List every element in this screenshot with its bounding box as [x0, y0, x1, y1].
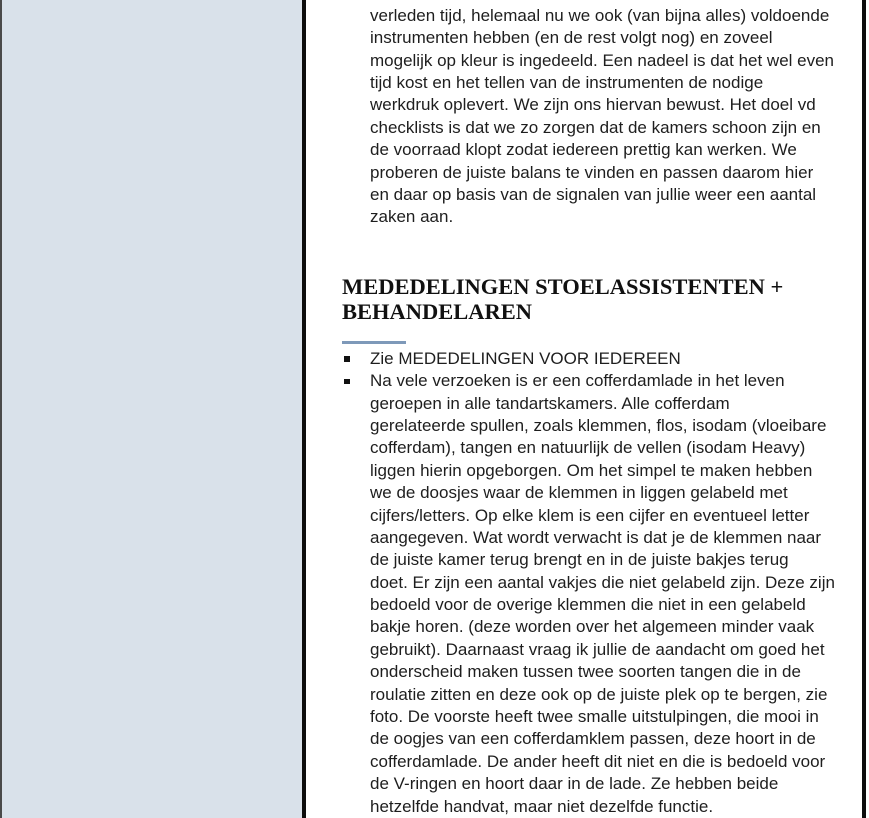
- text-line: cijfers/letters. Op elke klem is een cijfer en eventueel letter: [370, 505, 810, 525]
- text-line: Zie MEDEDELINGEN VOOR IEDEREEN: [370, 348, 681, 368]
- text-line: bedoeld voor de overige klemmen die niet in een gelabeld: [370, 595, 806, 615]
- text-line: werkdruk oplevert. We zijn ons hiervan bewust. Het doel vd: [370, 95, 816, 115]
- text-line: zaken aan.: [370, 207, 454, 227]
- bullet-list: [370, 348, 835, 818]
- section-heading-line: MEDEDELINGEN STOELASSISTENTEN +: [342, 273, 784, 299]
- text-line: instrumenten hebben (en de rest volgt nog) en zoveel: [370, 28, 773, 48]
- text-line: de V-ringen en hoort daar in de lade. Ze hebben beide: [370, 774, 779, 794]
- text-line: doet. Er zijn een aantal vakjes die niet gelabeld zijn. Deze zijn: [370, 572, 835, 592]
- text-line: de oogjes van een cofferdamklem passen, deze hoort in de: [370, 729, 816, 749]
- text-line: gerelateerde spullen, zoals klemmen, flos, isodam (vloeibare: [370, 415, 827, 435]
- text-line: onderscheid maken tussen twee soorten tangen die in de: [370, 662, 801, 682]
- text-line: roulatie zitten en deze ook op de juiste plek op te bergen, zie: [370, 684, 828, 704]
- text-line: foto. De voorste heeft twee smalle uitstulpingen, die mooi in: [370, 707, 819, 727]
- side-panel: [0, 0, 302, 818]
- continued-paragraph: [370, 5, 834, 229]
- text-line: proberen de juiste balans te vinden en passen daarom hier: [370, 162, 814, 182]
- text-line: hetzelfde handvat, maar niet dezelfde functie.: [370, 796, 714, 816]
- text-line: verleden tijd, helemaal nu we ook (van bijna alles) voldoende: [370, 5, 830, 25]
- section-heading-line: BEHANDELAREN: [342, 298, 533, 324]
- section-heading: [342, 274, 783, 324]
- heading-underline-rule: [342, 341, 406, 344]
- bullet-item-1: [370, 348, 835, 370]
- text-line: cofferdamlade. De ander heeft dit niet en die is bedoeld voor: [370, 751, 826, 771]
- page-border-right: [862, 0, 866, 818]
- text-line: Na vele verzoeken is er een cofferdamlade in het leven: [370, 371, 785, 391]
- text-line: de juiste kamer terug brengt en in de juiste bakjes terug: [370, 550, 789, 570]
- text-line: cofferdam), tangen en natuurlijk de vellen (isodam Heavy): [370, 438, 806, 458]
- text-line: en daar op basis van de signalen van jullie weer een aantal: [370, 184, 817, 204]
- text-line: bakje horen. (deze worden over het algemeen minder vaak: [370, 617, 815, 637]
- text-line: mogelijk op kleur is ingedeeld. Een nadeel is dat het wel even: [370, 50, 835, 70]
- text-line: de voorraad klopt zodat iedereen prettig kan werken. We: [370, 140, 797, 160]
- text-line: aangegeven. Wat wordt verwacht is dat je de klemmen naar: [370, 527, 822, 547]
- text-line: tijd kost en het tellen van de instrumenten de nodige: [370, 72, 764, 92]
- text-line: we de doosjes waar de klemmen in liggen gelabeld met: [370, 483, 788, 503]
- text-line: geroepen in alle tandartskamers. Alle cofferdam: [370, 393, 730, 413]
- text-line: gebruikt). Daarnaast vraag ik jullie de aandacht om goed het: [370, 639, 825, 659]
- square-bullet-icon: [344, 356, 350, 362]
- square-bullet-icon: [344, 379, 350, 385]
- bullet-item-2: [370, 370, 835, 818]
- text-line: checklists is dat we zo zorgen dat de kamers schoon zijn en: [370, 117, 821, 137]
- text-line: liggen hierin opgeborgen. Om het simpel te maken hebben: [370, 460, 813, 480]
